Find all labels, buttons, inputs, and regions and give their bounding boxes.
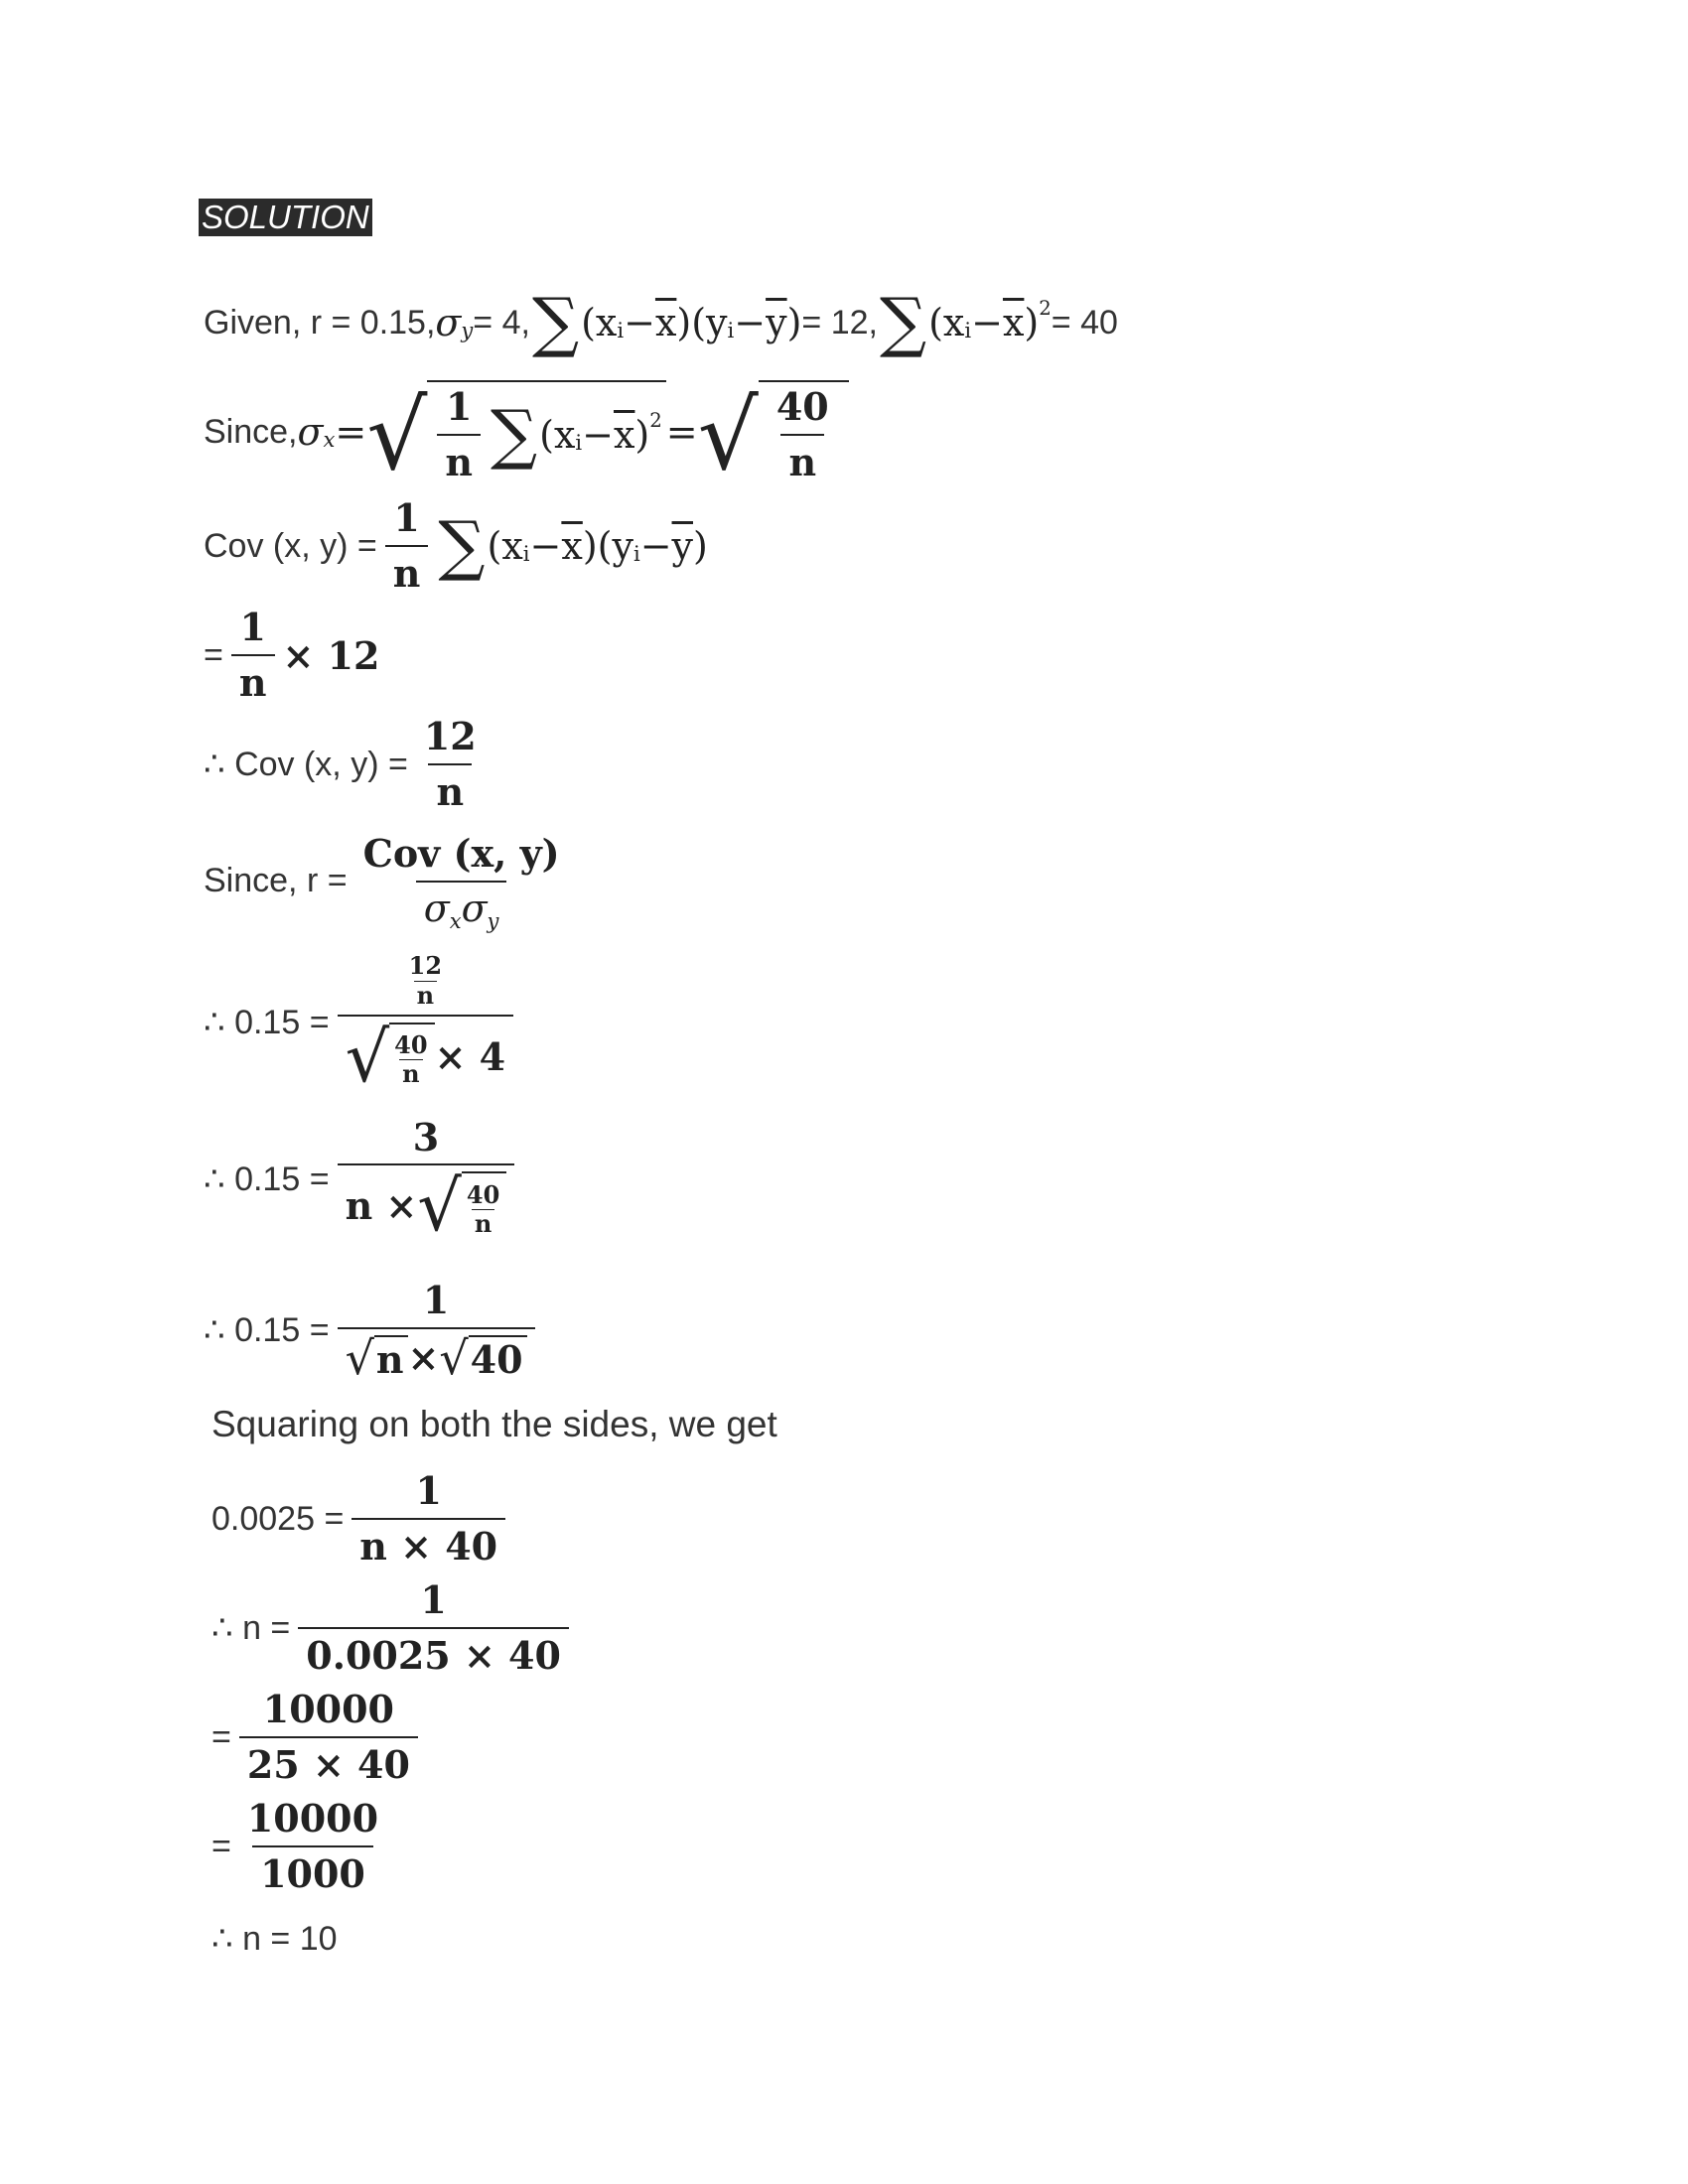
fraction-cov-over-sigmas: $\frac{\text{Cov (x, y)}}{\sigma_x\sigma_y}$: [362, 830, 560, 933]
sigma-sub-y: y: [461, 317, 474, 342]
sum-symbol: ∑: [879, 284, 927, 360]
term-x-open: (x: [581, 301, 618, 344]
fraction-10000-over-25-times-40: $\frac{10000}{25 \times 40}$: [239, 1689, 418, 1786]
r-substitution-line: [204, 948, 521, 1097]
x-bar: $\overline{x}$: [654, 301, 677, 344]
given-lead: Given, r = 0.15,: [204, 303, 436, 341]
sigma-x-line: [204, 372, 849, 491]
squaring-text-line: [211, 1400, 777, 1449]
radical-icon: √: [345, 1016, 390, 1098]
given-eq40: = 40: [1051, 303, 1118, 341]
sigma-sub-x: x: [323, 426, 336, 452]
since-label: Since,: [204, 412, 298, 451]
radical-icon: √: [366, 379, 428, 491]
fraction-1-over-00025-times-40: $\frac{1}{0.0025 \times 40}$: [298, 1579, 569, 1677]
sqrt-40-over-n: √ $\frac{40}{n}$: [346, 1023, 435, 1092]
therefore-015-label: ∴ 0.15 =: [204, 1311, 330, 1349]
final-answer: ∴ n = 10: [211, 1920, 338, 1958]
fraction-1-over-sqrts: 1 √ n × √ 40: [338, 1280, 535, 1381]
close-paren: ): [1024, 301, 1040, 344]
minus-sign: −: [971, 301, 1003, 344]
therefore-015-label: ∴ 0.15 =: [204, 1160, 330, 1198]
simplified-line-2: [204, 1271, 543, 1390]
n-step-2-line: [211, 1797, 394, 1896]
radical-icon: √: [417, 1165, 462, 1248]
sub-i: i: [617, 317, 625, 342]
sqrt-40-over-n: √ $\frac{40}{n}$: [417, 1171, 506, 1241]
equals-sign: =: [665, 410, 698, 454]
equals-label: =: [211, 1827, 231, 1865]
equals-label: =: [204, 635, 223, 674]
final-answer-line: [211, 1914, 338, 1964]
radical-icon: √: [345, 1330, 374, 1385]
n-equation-line: [211, 1578, 577, 1678]
term-y-open: )(y: [676, 301, 728, 344]
sqrt-40-over-n: [697, 379, 849, 491]
equals-label: =: [211, 1717, 231, 1756]
sub-i: i: [727, 317, 735, 342]
given-line: [204, 284, 1118, 360]
therefore-n-label: ∴ n =: [211, 1609, 291, 1647]
fraction-1-over-n-times-40: $\frac{1}{n \times 40}$: [352, 1470, 505, 1568]
squared-line: [211, 1469, 513, 1569]
cov-definition-line: Cov (x, y) = $\frac{1}{n}$ ∑ (x i − $\overline{x}$ )(y i − $\overline{y}$ ): [204, 495, 708, 596]
sqrt-n: √ n: [346, 1335, 408, 1381]
given-eq12: = 12,: [801, 303, 878, 341]
since-r-label: Since, r =: [204, 862, 348, 899]
times-12: × 12: [282, 632, 380, 678]
term-x-open: (x: [928, 301, 965, 344]
n-step-1-line: [211, 1688, 426, 1787]
sum-symbol: ∑: [531, 284, 580, 360]
close-paren: ): [786, 301, 802, 344]
cov-label: Cov (x, y) =: [204, 526, 377, 565]
term-x-open: (x: [539, 413, 576, 457]
fraction-3-over-n-sqrt: 3 n × √ $\frac{40}{n}$: [338, 1117, 515, 1242]
sqrt-expression: √ $\frac{1}{n}$ ∑ (x i − $\overline{x}$ ) 2: [366, 380, 666, 483]
sigma-symbol: σ: [297, 410, 324, 454]
fraction-1-over-n: $\frac{1}{n}$: [385, 497, 429, 595]
sigma-symbol: σ: [435, 301, 462, 344]
fraction-1-over-n: $\frac{1}{n}$: [231, 607, 275, 704]
cov-result-label: ∴ Cov (x, y) =: [204, 746, 408, 783]
fraction-10000-over-1000: $\frac{10000}{1000}$: [246, 1796, 379, 1896]
fraction-1-over-n: $\frac{1}{n}$: [437, 386, 481, 483]
cov-times-12-line: [204, 606, 379, 705]
exponent-2: 2: [1039, 296, 1052, 320]
simplified-line-1: [204, 1107, 522, 1251]
equals-sign: =: [335, 410, 367, 454]
minus-sign: −: [734, 301, 767, 344]
sub-i: i: [964, 317, 972, 342]
sum-symbol: ∑: [491, 396, 538, 473]
fraction-12-over-n: $\frac{12}{n}$: [408, 951, 443, 1010]
given-eq4: = 4,: [473, 303, 530, 341]
sum-symbol: ∑: [438, 507, 486, 584]
therefore-015-label: ∴ 0.15 =: [204, 1004, 330, 1041]
times-4: × 4: [434, 1033, 506, 1079]
y-bar: $\overline{y}$: [766, 301, 787, 344]
complex-fraction: [338, 951, 514, 1098]
solution-badge: SOLUTION: [199, 199, 372, 236]
sqrt-40: √ 40: [439, 1335, 526, 1381]
r-definition-line: [204, 829, 576, 933]
squaring-text: Squaring on both the sides, we get: [211, 1404, 777, 1444]
minus-sign: −: [624, 301, 655, 344]
value-00025-label: 0.0025 =: [211, 1499, 345, 1538]
fraction-12-over-n: $\frac{12}{n}$: [423, 714, 477, 814]
fraction-40-over-n: $\frac{40}{n}$: [775, 384, 829, 484]
radical-icon: √: [697, 379, 759, 491]
x-bar: $\overline{x}$: [1002, 301, 1025, 344]
radical-icon: √: [439, 1330, 469, 1385]
cov-result-line: [204, 715, 492, 814]
